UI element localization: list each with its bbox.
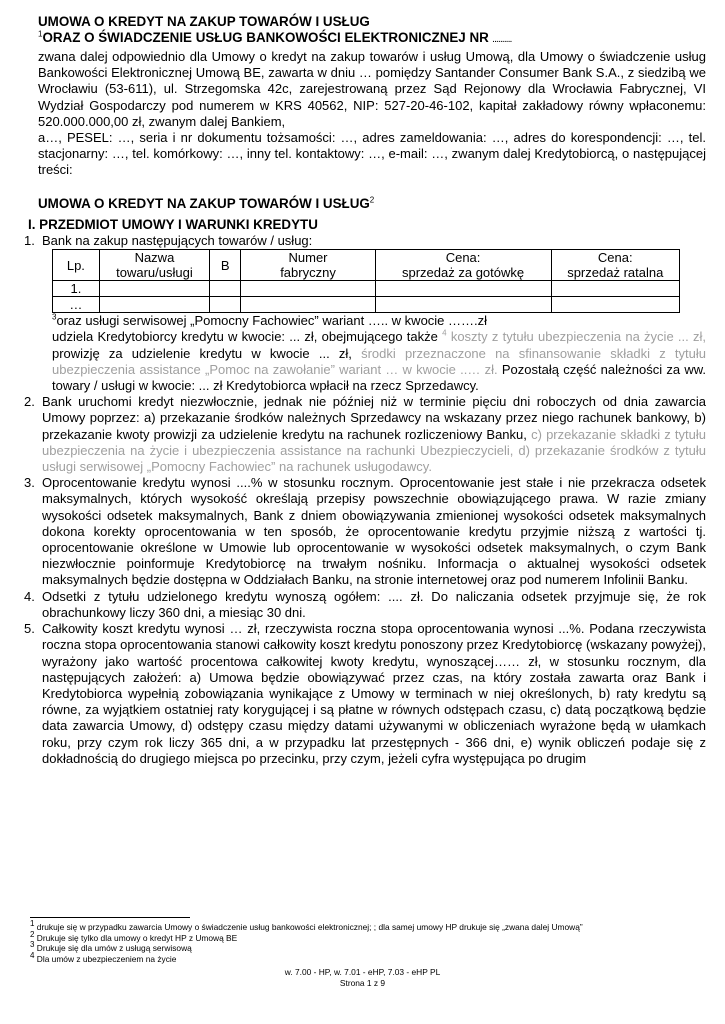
table-header-cell: Nazwa towaru/usługi [99,250,209,281]
item-number: 1. [24,233,35,249]
list-item [24,588,706,621]
table-cell: … [53,297,100,313]
item-number: 3. [24,475,35,491]
table-cell [375,297,551,313]
table-cell [241,281,375,297]
service-line: $^3$oraz usługi serwisowej „Pomocny Fachowiec” wariant ….. w kwocie …….zł [52,312,488,329]
footnote: $^3$ Drukuje się dla umów z usługą serwisową [30,940,192,954]
item-text: Bank uruchomi kredyt niezwłocznie, jednak nie później niż w terminie pięciu dni roboczych od dnia zawarcia Umowy poprzez: a) przekazanie środków należnych Sprzedawcy na wskazany przez niego rachunek bankowy, b) przekazanie kwoty prowizji za udzielenie kredytu na rachunek rozliczeniowy Banku, c) przekazanie składki z tytułu ubezpieczenia na życie i ubezpieczenia assistance na rachunki Ubezpieczycieli, d) przekazanie środków z tytułu usługi serwisowej „Pomocny Fachowiec” na rachunek usługodawcy. [42,394,707,475]
list-item [24,621,706,767]
item-number: 2. [24,394,35,410]
table-header-cell: Cena: sprzedaż za gotówkę [375,250,551,281]
table-cell [99,297,209,313]
document-title: UMOWA O KREDYT NA ZAKUP TOWARÓW I USŁUG [38,14,370,29]
item-text: Oprocentowanie kredytu wynosi ....% w stosunku rocznym. Oprocentowanie jest stałe i nie przekracza odsetek maksymalnych, których wysokość określają przepisy powszechnie obowiązującego prawa. W razie zmiany wysokości odsetek maksymalnych, Bank z dniem obowiązywania zmienionej wysokości odsetek maksymalnych dokona korekty oprocentowania w ten sposób, że oprocentowanie kredytu przyjmie niższą z wartości tj. oprocentowanie określone w Umowie lub oprocentowanie w wysokości odsetek maksymalnych, o czym Bank niezwłocznie poinformuje Kredytobiorcę na trwałym nośniku. Informacja o aktualnej wysokości odsetek maksymalnych będzie dostępna w Oddziałach Banku, na stronie internetowej oraz pod numerem Infolinii Banku. [42,475,706,588]
table-header-cell: B [210,250,241,281]
item-text: Całkowity koszt kredytu wynosi … zł, rzeczywista roczna stopa oprocentowania wynosi ...%. Podana rzeczywista roczna stopa oprocentowania stanowi całkowity koszt kredytu ponoszony przez Kredytobiorcę (wskazany powyżej), wyrażony jako wartość procentowa całkowitej kwoty kredytu, wynoszącej…… zł, w stosunku rocznym, dla następujących założeń: a) Umowa będzie obowiązywać przez czas, na który została zawarta oraz Bank i Kredytobiorca wypełnią zobowiązania wynikające z Umowy w terminach w niej określonych, b) raty kredytu są równe, za wyjątkiem ostatniej raty korygującej i są płatne w równych odstępach czasu, c) datą początkową będzie data zawarcia Umowy, d) odstępy czasu między datami używanymi w obliczeniach wyrażone będą w ułamkach roku, przy czym rok liczy 365 dni, a w przypadku lat przestępnych - 366 dni, e) wynik obliczeń podaje się z dokładnością do drugiego miejsca po przecinku, przy czym, jeżeli cyfra występująca po drugim [42,621,706,766]
footnote-ref: 3 [52,312,57,322]
table-header-cell: Numer fabryczny [241,250,375,281]
table-cell [210,281,241,297]
footnote-ref: 4 [442,329,447,339]
item1-continued [38,313,706,394]
footnote: $^4$ Dla umów z ubezpieczeniem na życie [30,950,177,964]
list-item [24,394,707,475]
table-cell [551,281,679,297]
list-item [24,233,706,249]
table-cell [241,297,375,313]
table-cell: 1. [53,281,100,297]
goods-table [52,249,680,313]
chapter-heading: I. PRZEDMIOT UMOWY I WARUNKI KREDYTU [28,216,318,232]
footnotes [30,919,700,964]
item-number: 4. [24,588,35,604]
document-subtitle: $^1$ORAZ O ŚWIADCZENIE USŁUG BANKOWOŚCI ELEKTRONICZNEJ NR .......... [38,29,512,45]
list-item [24,475,706,588]
intro-paragraph: zwana dalej odpowiednio dla Umowy o kredyt na zakup towarów i usług Umową, dla Umowy o świadczenie usług Bankowości Elektronicznej Umową BE, zawarta w dniu … pomiędzy Santander Consumer Bank S.A., z siedzibą we Wrocławiu (53-611), ul. Strzegomska 42c, zarejestrowaną przez Sąd Rejonowy dla Wrocławia Fabrycznej, VI Wydział Gospodarczy pod numerem w KRS 40562, NIP: 527-20-46-102, kapitał zakładowy równy wpłaconemu: 520.000.000,00 zł, zwanym dalej Bankiem, [38,49,706,129]
table-cell [210,297,241,313]
table-cell [99,281,209,297]
section-title: UMOWA O KREDYT NA ZAKUP TOWARÓW I USŁUG$^2$ [38,195,375,211]
item-number: 5. [24,621,35,637]
footnote: $^1$ drukuje się w przypadku zawarcia Umowy o świadczenie usług bankowości elektronicznej; ; dla samej umowy HP drukuje się „zwana dalej Umową” [30,919,583,932]
item-text: Bank na zakup następujących towarów / usług: [42,233,313,249]
footnote-divider [30,917,190,918]
footnote-ref: 1 [38,29,43,39]
contract-number-blank: .......... [492,37,512,44]
table-header-row [53,250,680,281]
table-cell [375,281,551,297]
credit-amount-paragraph: udziela Kredytobiorcy kredytu w kwocie: ... zł, obejmującego także $^4$ koszty z tytułu ubezpieczenia na życie ... zł, prowizję za udzielenie kredytu w kwocie ... zł, środki przeznaczone na sfinansowanie składki z tytułu ubezpieczenia assistance „Pomoc na zawołanie” wariant … w kwocie ..… zł. Pozostałą część należności za ww. towary / usługi w kwocie: ... zł Kredytobiorca wpłacił na rzecz Sprzedawcy. [52,329,706,394]
item-text: Odsetki z tytułu udzielonego kredytu wynoszą ogółem: .... zł. Do naliczania odsetek przyjmuje się, że rok obrachunkowy liczy 360 dni, a miesiąc 30 dni. [42,588,706,620]
table-row [53,281,680,297]
table-cell [551,297,679,313]
table-header-cell: Lp. [53,250,100,281]
footnote: $^2$ Drukuje się tylko dla umowy o kredyt HP z Umową BE [30,929,238,943]
page-number: Strona 1 z 9 [339,978,386,988]
footnote-ref: 2 [369,195,375,205]
table-header-cell: Cena: sprzedaż ratalna [551,250,679,281]
version-footer: w. 7.00 - HP, w. 7.01 - eHP, 7.03 - eHP PL [284,967,441,977]
document-page [24,14,707,767]
borrower-paragraph: a…, PESEL: …, seria i nr dokumentu tożsamości: …, adres zameldowania: …, adres do korespondencji: …, tel. stacjonarny: …, tel. komórkowy: …, inny tel. kontaktowy: …, e-mail: …, zwanym dalej Kredytobiorcą, o następującej treści: [38,130,706,178]
table-row [53,297,680,313]
